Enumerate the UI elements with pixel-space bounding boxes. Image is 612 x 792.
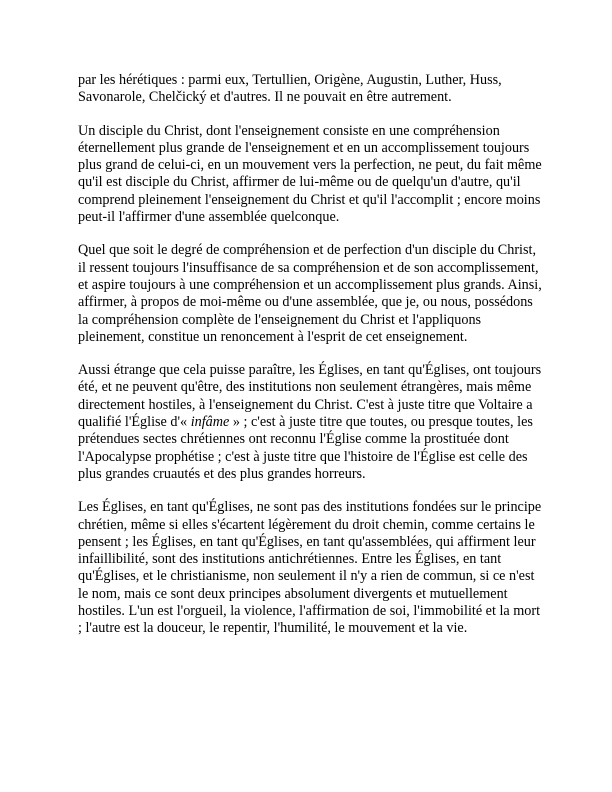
paragraph-4-before: Aussi étrange que cela puisse paraître, les Églises, en tant qu'Églises, ont toujours été, et ne peuvent qu'être, des institutions non seulement étrangères, mais même directement hostiles, à l'enseignement du Christ. C'est à juste titre que Voltaire a qualifié l'Église d'« xyxy=(78,362,542,431)
paragraph-4-emphasis: infâme xyxy=(190,414,230,431)
paragraph-1: par les hérétiques : parmi eux, Tertullien, Origène, Augustin, Luther, Huss, Savonarole, Chelčický et d'autres. Il ne pouvait en être autrement. xyxy=(78,72,502,106)
document-body xyxy=(78,72,542,638)
paragraph-2: Un disciple du Christ, dont l'enseignement consiste en une compréhension éternellement plus grande de l'enseignement et en un accomplissement toujours plus grand de celui-ci, en un mouvement vers la perfection, ne peut, du fait même qu'il est disciple du Christ, affirmer de lui-même ou de quelqu'un d'autre, qu'il comprend pleinement l'enseignement du Christ et qu'il l'accomplit ; encore moins peut-il l'affirmer d'une assemblée quelconque. xyxy=(78,122,542,226)
paragraph-3: Quel que soit le degré de compréhension et de perfection d'un disciple du Christ, il ressent toujours l'insuffisance de sa compréhension et de son accomplissement, et aspire toujours à une compréhension et un accomplissement plus grands. Ainsi, affirmer, à propos de moi-même ou d'une assemblée, que je, ou nous, possédons la compréhension complète de l'enseignement du Christ et l'appliquons pleinement, constitue un renoncement à l'esprit de cet enseignement. xyxy=(78,242,542,345)
paragraph-4-after: » ; c'est à juste titre que toutes, ou presque toutes, les prétendues sectes chrétiennes ont reconnu l'Église comme la prostituée dont l'Apocalypse prophétise ; c'est à juste titre que l'histoire de l'Église est celle des plus grandes cruautés et des plus grandes horreurs. xyxy=(78,414,533,482)
paragraph-4 xyxy=(78,362,542,483)
paragraph-5: Les Églises, en tant qu'Églises, ne sont pas des institutions fondées sur le principe chrétien, même si elles s'écartent légèrement du droit chemin, comme certains le pensent ; les Églises, en tant qu'Églises, en tant qu'assemblées, qui affirment leur infaillibilité, sont des institutions antichrétiennes. Entre les Églises, en tant qu'Églises, et le christianisme, non seulement il n'y a rien de commun, si ce n'est le nom, mais ce sont deux principes absolument divergents et mutuellement hostiles. L'un est l'orgueil, la violence, l'affirmation de soi, l'immobilité et la mort ; l'autre est la douceur, le repentir, l'humilité, le mouvement et la vie. xyxy=(78,499,542,637)
